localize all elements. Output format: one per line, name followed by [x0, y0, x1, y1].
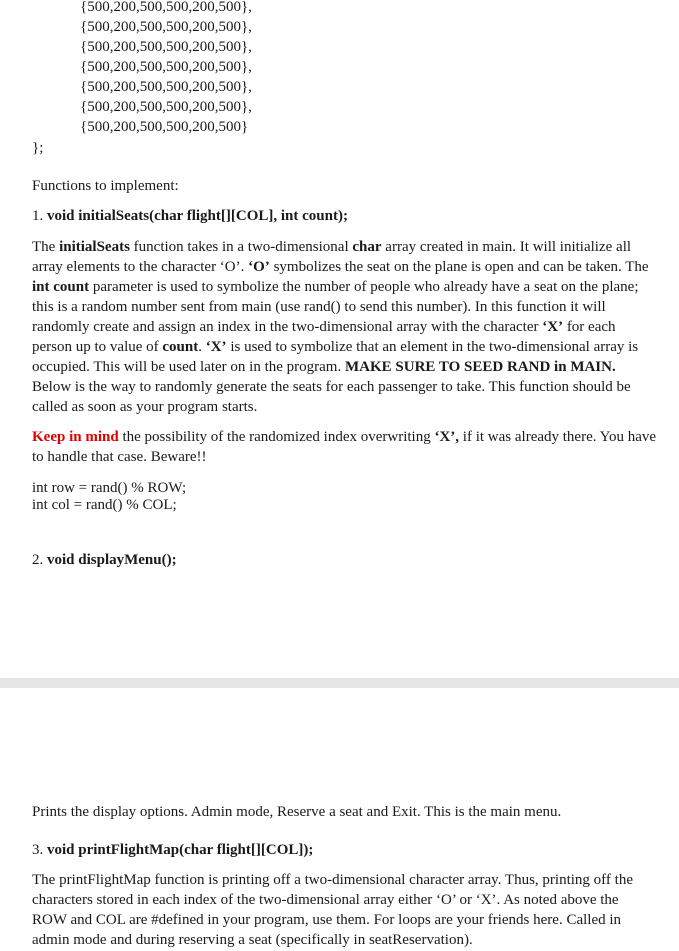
function-1-number: 1.	[32, 208, 47, 224]
keep-in-mind-note: Keep in mind the possibility of the randomized index overwriting ‘X’, if it was already there. You have to handle that case. Beware!!	[32, 429, 657, 465]
functions-heading: Functions to implement:	[32, 178, 179, 194]
array-row: {500,200,500,500,200,500},	[80, 99, 252, 115]
array-row: {500,200,500,500,200,500},	[80, 59, 252, 75]
function-1-signature: void initialSeats(char flight[][COL], int count);	[47, 208, 348, 224]
function-2-signature: void displayMenu();	[47, 552, 177, 568]
array-row: {500,200,500,500,200,500},	[80, 79, 252, 95]
function-3-heading	[32, 840, 657, 860]
function-3-number: 3.	[32, 842, 47, 858]
array-row: {500,200,500,500,200,500}	[80, 119, 249, 135]
function-2-heading	[32, 550, 657, 570]
function-2-description: Prints the display options. Admin mode, Reserve a seat and Exit. This is the main menu.	[32, 804, 562, 820]
function-2-number: 2.	[32, 552, 47, 568]
code-row-line: int row = rand() % ROW;	[32, 480, 187, 496]
keep-in-mind-label: Keep in mind	[32, 429, 119, 445]
function-3-description: The printFlightMap function is printing off a two-dimensional character array. Thus, printing off the characters stored in each index of the two-dimensional array either ‘O’ or ‘X’. As noted above the ROW and COL are #defined in your program, use them. For loops are your friends here. Called in admin mode and during reserving a seat (specifically in seatReservation).	[32, 872, 633, 948]
page-break	[0, 678, 679, 688]
code-col-line: int col = rand() % COL;	[32, 497, 177, 513]
function-3-signature: void printFlightMap(char flight[][COL]);	[47, 842, 314, 858]
function-1-heading	[32, 206, 657, 226]
document-page-2	[0, 688, 679, 951]
array-row: {500,200,500,500,200,500},	[80, 0, 252, 15]
array-row: {500,200,500,500,200,500},	[80, 19, 252, 35]
function-1-description: The initialSeats function takes in a two-dimensional char array created in main. It will initialize all array elements to the character ‘O’. ‘O’ symbolizes the seat on the plane is open and can be taken. The int count parameter is used to symbolize the number of people who already have a seat on the plane; this is a random number sent from main (use rand() to send this number). In this function it will randomly create and assign an index in the two-dimensional array with the character ‘X’ for each person up to value of count. ‘X’ is used to symbolize that an element in the two-dimensional array is occupied. This will be used later on in the program. MAKE SURE TO SEED RAND in MAIN. Below is the way to randomly generate the seats for each passenger to take. This function should be called as soon as your program starts.	[32, 239, 649, 415]
array-row: {500,200,500,500,200,500},	[80, 39, 252, 55]
array-closing-brace: };	[32, 140, 44, 156]
